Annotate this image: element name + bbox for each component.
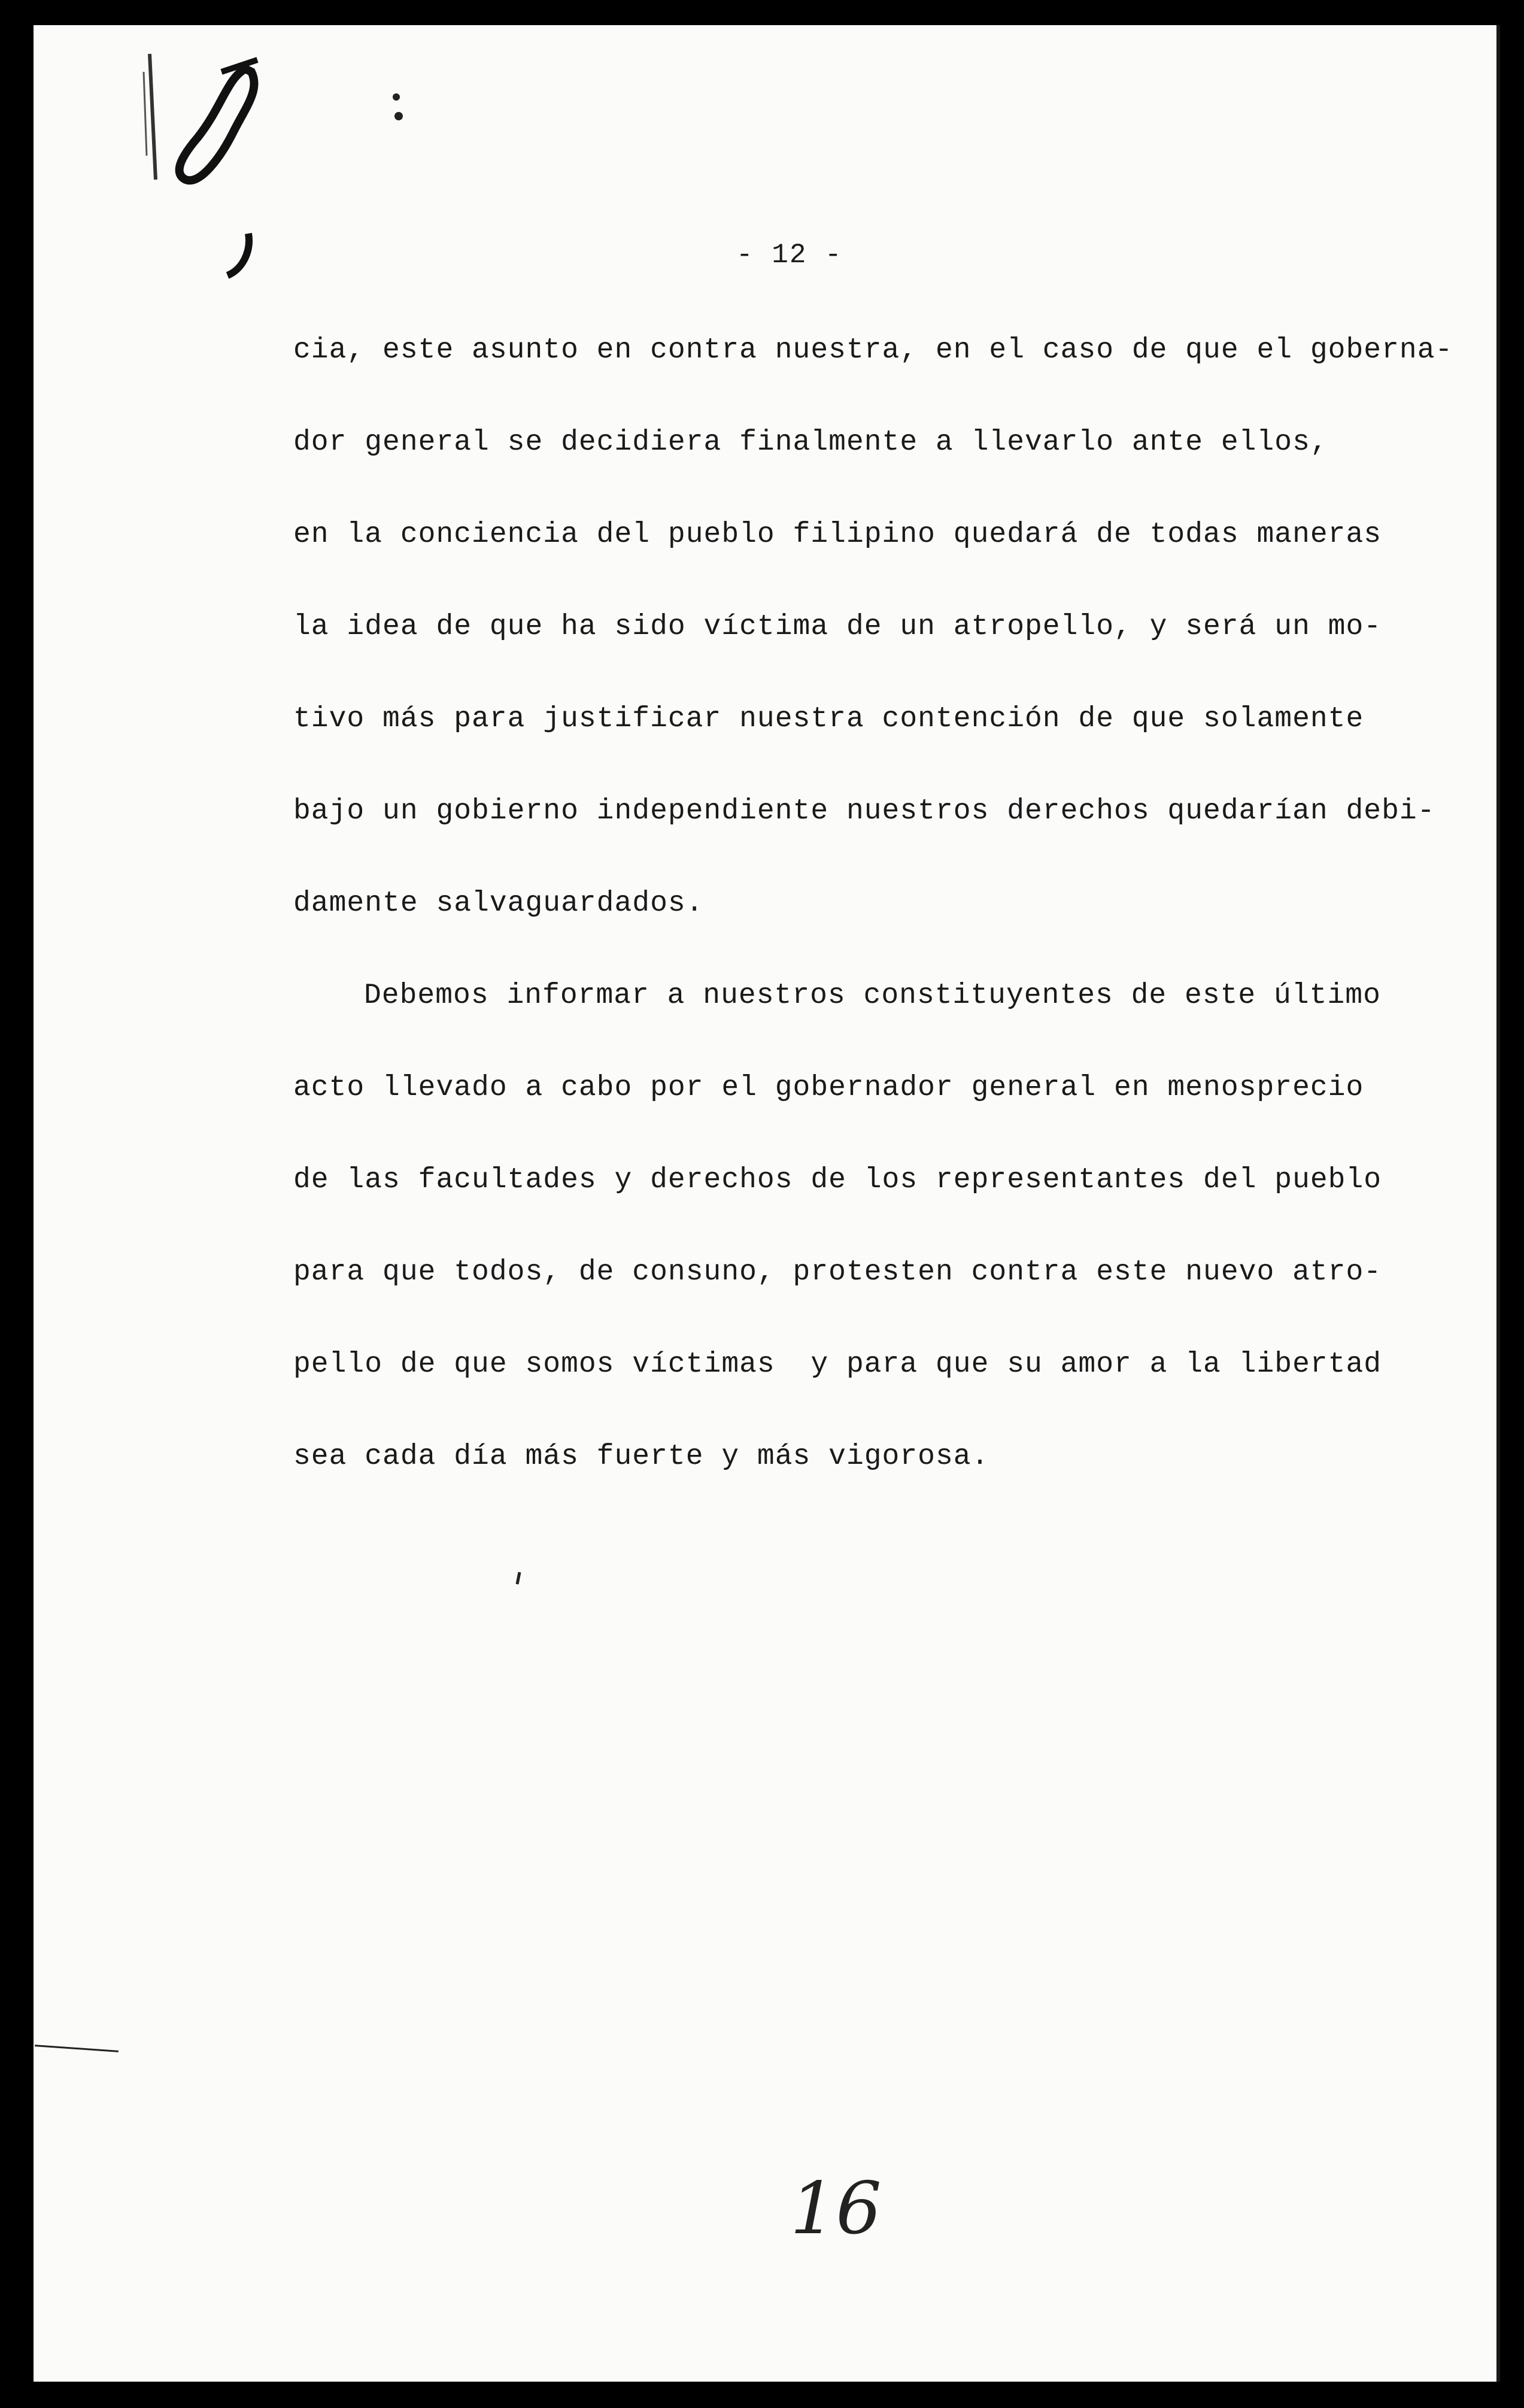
handwritten-folio-number: 16 bbox=[790, 2167, 882, 2251]
ink-scribble-mark bbox=[132, 36, 299, 287]
text-line: pello de que somos víctimas y para que su amor a la libertad bbox=[293, 1348, 1382, 1381]
paragraph-first-line: Debemos informar a nuestros constituyentes de este último bbox=[364, 979, 1381, 1012]
text-line: acto llevado a cabo por el gobernador general en menosprecio bbox=[293, 1072, 1364, 1104]
document-body bbox=[293, 326, 1461, 1525]
text-line: sea cada día más fuerte y más vigorosa. bbox=[293, 1440, 989, 1473]
text-line: la idea de que ha sido víctima de un atropello, y será un mo- bbox=[293, 611, 1382, 643]
page-number: - 12 - bbox=[736, 239, 843, 271]
text-line: dor general se decidiera finalmente a llevarlo ante ellos, bbox=[293, 426, 1328, 459]
text-line: tivo más para justificar nuestra contención de que solamente bbox=[293, 703, 1364, 735]
text-line: de las facultades y derechos de los representantes del pueblo bbox=[293, 1164, 1382, 1196]
text-line: en la conciencia del pueblo filipino quedará de todas maneras bbox=[293, 518, 1382, 551]
ink-speck-mark bbox=[514, 1570, 526, 1588]
text-line: para que todos, de consuno, protesten contra este nuevo atro- bbox=[293, 1256, 1382, 1288]
ink-dots-mark bbox=[389, 90, 407, 126]
text-line: damente salvaguardados. bbox=[293, 887, 704, 920]
text-line: bajo un gobierno independiente nuestros derechos quedarían debi- bbox=[293, 795, 1435, 827]
page-edge-shadow bbox=[1496, 25, 1500, 2382]
text-line: cia, este asunto en contra nuestra, en el caso de que el goberna- bbox=[293, 334, 1453, 366]
